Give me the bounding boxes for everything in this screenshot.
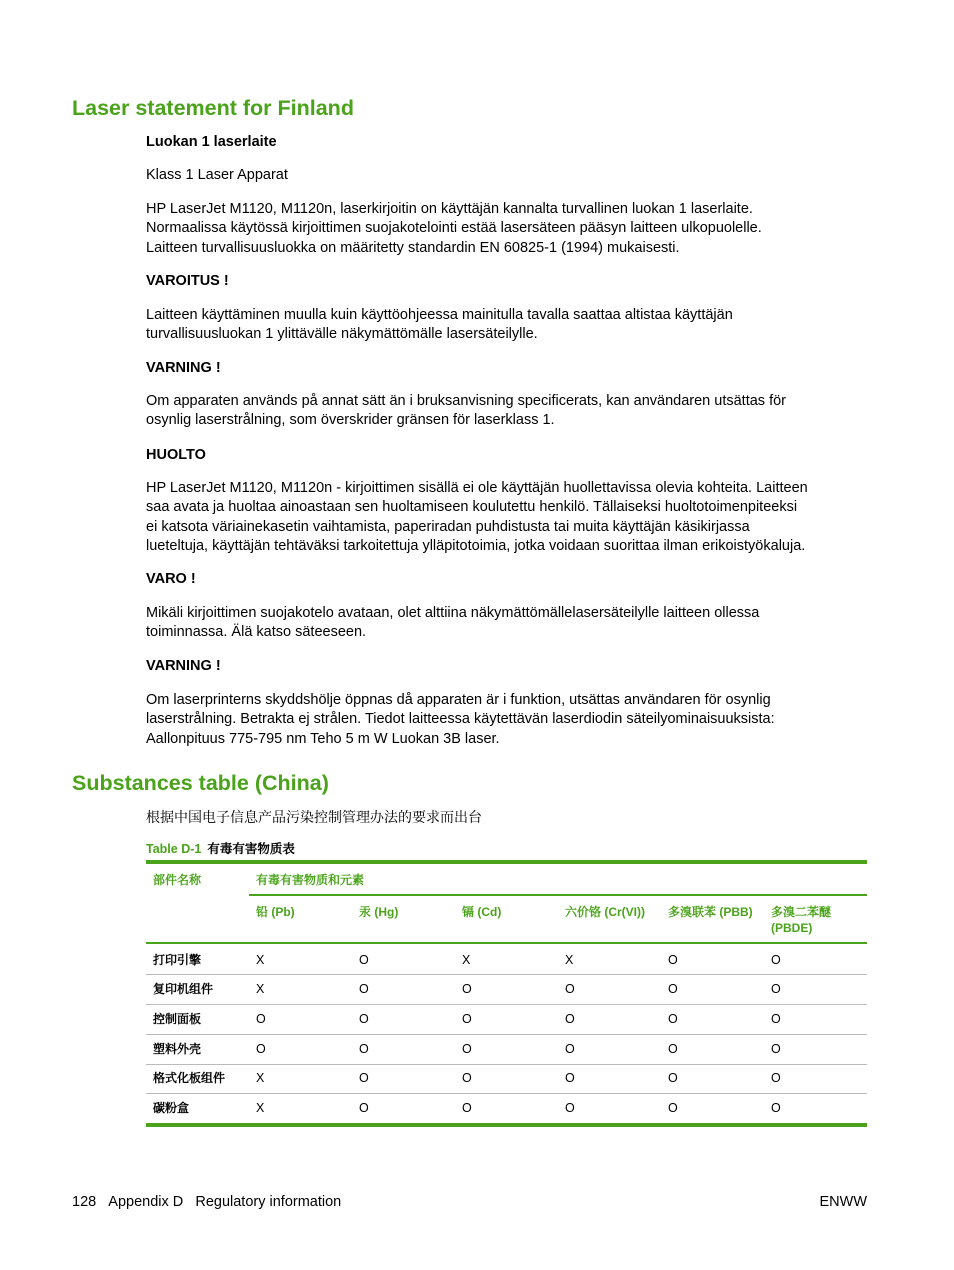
section-heading-laser: Laser statement for Finland <box>72 96 354 120</box>
footer-right: ENWW <box>819 1194 867 1210</box>
cell-pbde: O <box>771 982 781 996</box>
page-number: 128 <box>72 1194 97 1210</box>
table-number: Table D-1 <box>146 842 202 856</box>
cell-hg: O <box>359 953 369 967</box>
cell-cr6: O <box>565 1012 575 1026</box>
header-part-name: 部件名称 <box>153 873 202 887</box>
cell-cd: O <box>462 982 472 996</box>
row-part-name: 复印机组件 <box>153 982 214 996</box>
header-cr6: 六价铬 (Cr(VI)) <box>565 905 645 919</box>
cell-pb: X <box>256 953 265 967</box>
table-caption <box>146 840 295 858</box>
varo-paragraph: Mikäli kirjoittimen suojakotelo avataan, olet alttiina näkymättömällelasersäteilylle laitteen ollessa toiminnassa. Älä katso säteeseen. <box>146 605 760 641</box>
header-bottom-rule <box>146 942 867 944</box>
row-part-name: 塑料外壳 <box>153 1042 202 1056</box>
cell-hg: O <box>359 1071 369 1085</box>
section-heading-china: Substances table (China) <box>72 771 329 795</box>
cell-hg: O <box>359 1101 369 1115</box>
header-group-rule <box>249 894 867 896</box>
cell-pbb: O <box>668 1101 678 1115</box>
cell-pbde: O <box>771 953 781 967</box>
cell-pbde: O <box>771 1012 781 1026</box>
varoitus-paragraph: Laitteen käyttäminen muulla kuin käyttöohjeessa mainitulla tavalla saattaa altistaa käyttäjän turvallisuusluokan 1 ylittävälle näkymättömälle lasersäteilylle. <box>146 307 733 343</box>
header-pb: 铅 (Pb) <box>256 905 295 919</box>
cell-pbde: O <box>771 1101 781 1115</box>
header-pbb: 多溴联苯 (PBB) <box>668 905 753 919</box>
cell-hg: O <box>359 1012 369 1026</box>
header-pbde: 多溴二苯醚 (PBDE) <box>771 905 832 935</box>
cell-cd: O <box>462 1101 472 1115</box>
cell-pbb: O <box>668 953 678 967</box>
varo-label: VARO ! <box>146 571 196 587</box>
cell-pb: X <box>256 982 265 996</box>
footer-title: Regulatory information <box>195 1194 342 1210</box>
varning-label-2: VARNING ! <box>146 658 221 674</box>
varning-label: VARNING ! <box>146 360 221 376</box>
row-divider <box>146 974 867 975</box>
row-part-name: 格式化板组件 <box>153 1071 226 1085</box>
header-substances-group: 有毒有害物质和元素 <box>256 873 365 887</box>
cell-pbde: O <box>771 1042 781 1056</box>
cell-hg: O <box>359 1042 369 1056</box>
table-bottom-rule <box>146 1123 867 1127</box>
row-part-name: 碳粉盒 <box>153 1101 190 1115</box>
huolto-label: HUOLTO <box>146 447 206 463</box>
varning-paragraph: Om apparaten används på annat sätt än i bruksanvisning specificerats, kan användaren utsättas för osynlig laserstrålning, som överskrider gränsen för laserklass 1. <box>146 393 786 429</box>
row-divider <box>146 1064 867 1065</box>
footer-left <box>72 1193 341 1212</box>
row-part-name: 控制面板 <box>153 1012 202 1026</box>
header-hg: 汞 (Hg) <box>359 905 399 919</box>
luokan-title: Luokan 1 laserlaite <box>146 134 277 150</box>
cell-cd: O <box>462 1042 472 1056</box>
row-divider <box>146 1004 867 1005</box>
cell-pb: X <box>256 1071 265 1085</box>
row-divider <box>146 1093 867 1094</box>
cell-cd: O <box>462 1071 472 1085</box>
huolto-paragraph: HP LaserJet M1120, M1120n - kirjoittimen sisällä ei ole käyttäjän huollettavissa olevia kohteita. Laitteen saa avata ja huoltaa ainoastaan sen huoltamiseen koulutettu henkilö. Tällaiseksi huoltotoimenpiteeksi ei katsota väriainekasetin vaihtamista, paperiradan puhdistusta tai muita käyttäjän käsikirjassa lueteltuja, käyttäjän tehtäväksi tarkoitettuja ylläpitotoimia, jotka voidaan suorittaa ilman erikoistyökaluja. <box>146 480 808 555</box>
cell-cd: O <box>462 1012 472 1026</box>
cell-hg: O <box>359 982 369 996</box>
table-top-rule <box>146 860 867 864</box>
varning-paragraph-2: Om laserprinterns skyddshölje öppnas då apparaten är i funktion, utsättas användaren för osynlig laserstrålning. Betrakta ej strålen. Tiedot laitteessa käytettävän laserdiodin säteilyominaisuuksista: Aallonpituus 775-795 nm Teho 5 m W Luokan 3B laser. <box>146 692 775 747</box>
row-part-name: 打印引擎 <box>153 953 202 967</box>
cell-pbb: O <box>668 1071 678 1085</box>
cell-pb: O <box>256 1042 266 1056</box>
cell-pbb: O <box>668 982 678 996</box>
cell-cr6: O <box>565 1042 575 1056</box>
header-cd: 镉 (Cd) <box>462 905 502 919</box>
intro-paragraph: HP LaserJet M1120, M1120n, laserkirjoitin on käyttäjän kannalta turvallinen luokan 1 laserlaite. Normaalissa käytössä kirjoittimen suojakotelointi estää lasersäteen pääsyn laitteen ulkopuolelle. Laitteen turvallisuusluokka on määritetty standardin EN 60825-1 (1994) mukaisesti. <box>146 201 762 256</box>
footer-section: Appendix D <box>108 1194 184 1210</box>
cell-cr6: O <box>565 982 575 996</box>
cell-pb: O <box>256 1012 266 1026</box>
cell-cr6: X <box>565 953 574 967</box>
cell-pbb: O <box>668 1012 678 1026</box>
cell-pbde: O <box>771 1071 781 1085</box>
table-title: 有毒有害物质表 <box>207 842 295 856</box>
klass-line: Klass 1 Laser Apparat <box>146 167 288 183</box>
varoitus-label: VAROITUS ! <box>146 273 229 289</box>
row-divider <box>146 1034 867 1035</box>
cell-pb: X <box>256 1101 265 1115</box>
cell-cr6: O <box>565 1071 575 1085</box>
cell-cr6: O <box>565 1101 575 1115</box>
cell-cd: X <box>462 953 471 967</box>
cell-pbb: O <box>668 1042 678 1056</box>
china-intro: 根据中国电子信息产品污染控制管理办法的要求而出台 <box>146 809 482 825</box>
